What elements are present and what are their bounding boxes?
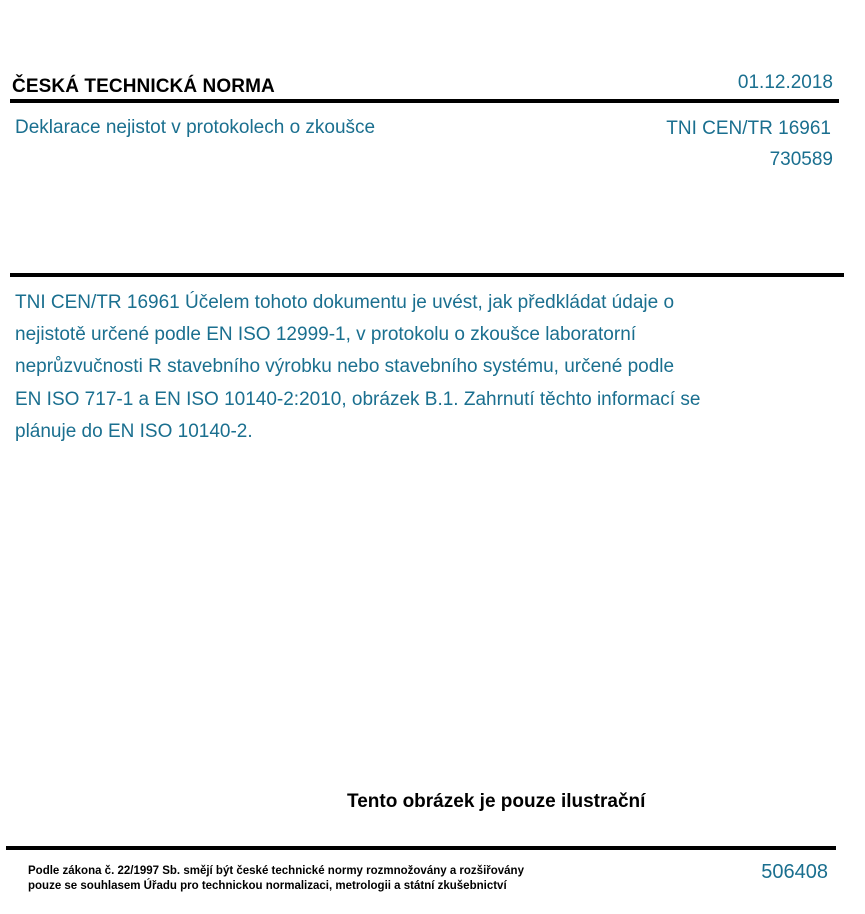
header-divider — [10, 99, 839, 103]
classification-number: 730589 — [769, 149, 833, 170]
legal-notice-line: pouze se souhlasem Úřadu pro technickou normalizaci, metrologii a státní zkušebnictví — [28, 880, 507, 892]
document-title: Deklarace nejistot v protokolech o zkoušce — [15, 117, 376, 138]
illustration-note: Tento obrázek je pouze ilustrační — [347, 791, 646, 812]
legal-notice — [28, 864, 524, 894]
norm-title: ČESKÁ TECHNICKÁ NORMA — [12, 76, 275, 97]
footer-divider — [6, 846, 836, 850]
legal-notice-line: Podle zákona č. 22/1997 Sb. smějí být české technické normy rozmnožovány a rozšiřovány — [28, 865, 524, 877]
document-abstract: TNI CEN/TR 16961 Účelem tohoto dokumentu je uvést, jak předkládat údaje o nejistotě určené podle EN ISO 12999-1, v protokolu o zkoušce laboratorní neprůzvučnosti R stavebního výrobku nebo stavebního systému, určené podle EN ISO 717-1 a EN ISO 10140-2:2010, obrázek B.1. Zahrnutí těchto informací se plánuje do EN ISO 10140-2. — [15, 292, 701, 442]
document-number: TNI CEN/TR 16961 — [666, 118, 831, 139]
publication-date: 01.12.2018 — [737, 72, 833, 93]
section-divider — [10, 273, 844, 277]
footer-id: 506408 — [761, 861, 828, 883]
